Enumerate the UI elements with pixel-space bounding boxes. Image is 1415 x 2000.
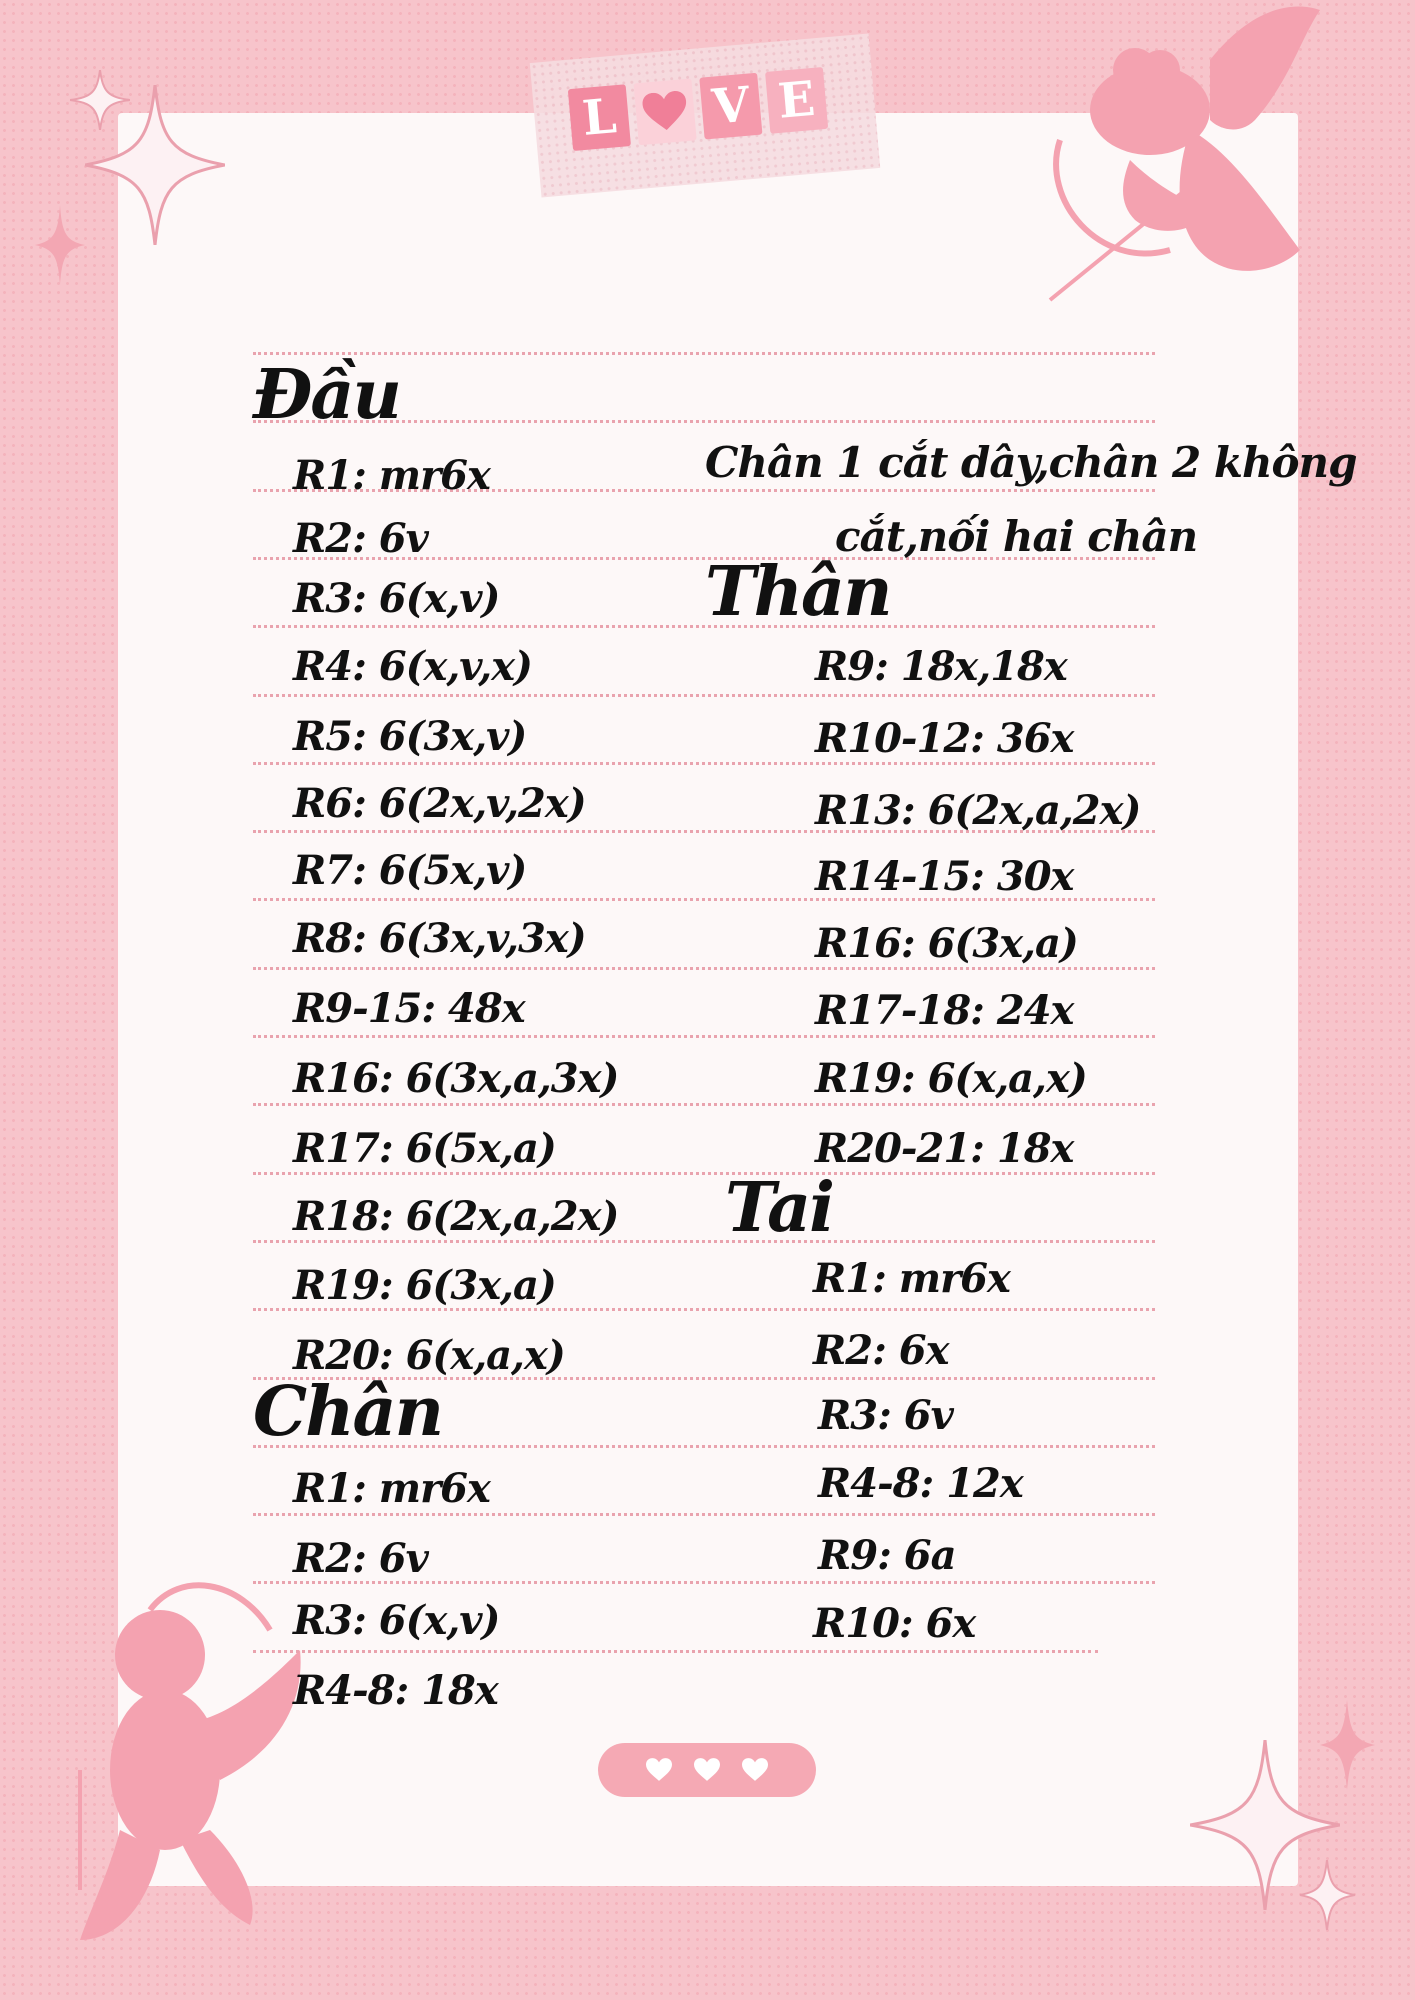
row-tai-r1: R1: mr6x [813,1255,1010,1302]
row-dau-r1: R1: mr6x [293,452,490,499]
love-letter: V [699,73,762,140]
love-letter: L [568,84,631,151]
ruled-line [253,1172,1155,1175]
ruled-line [253,625,1155,628]
row-than-r10-12: R10-12: 36x [815,715,1074,762]
row-dau-r17: R17: 6(5x,a) [293,1125,556,1172]
row-than-r17-18: R17-18: 24x [815,987,1074,1034]
row-tai-r4-8: R4-8: 12x [818,1460,1023,1507]
heading-than: Thân [705,552,891,632]
row-than-r19: R19: 6(x,a,x) [815,1055,1087,1102]
ruled-line [253,1513,1155,1516]
row-dau-r5: R5: 6(3x,v) [293,713,527,760]
row-dau-r3: R3: 6(x,v) [293,575,500,622]
note-line-2: cắt,nối hai chân [835,512,1198,561]
ruled-line [253,1650,1098,1653]
heart-icon [634,78,697,145]
row-dau-r19: R19: 6(3x,a) [293,1262,556,1309]
heart-icon [742,1758,768,1782]
sparkle-icon [85,85,225,245]
row-dau-r4: R4: 6(x,v,x) [293,643,532,690]
sparkle-icon [35,205,85,285]
row-chan-r2: R2: 6v [293,1535,428,1582]
row-dau-r18: R18: 6(2x,a,2x) [293,1193,619,1240]
row-chan-r4-8: R4-8: 18x [293,1667,498,1714]
row-dau-r2: R2: 6v [293,515,428,562]
heading-tai: Tai [725,1168,833,1248]
row-dau-r9-15: R9-15: 48x [293,985,525,1032]
sparkle-icon [1300,1860,1355,1930]
row-dau-r8: R8: 6(3x,v,3x) [293,915,586,962]
heart-pill [598,1743,816,1797]
ruled-line [253,1240,1155,1243]
note-line-1: Chân 1 cắt dây,chân 2 không [705,438,1357,487]
ruled-line [253,1103,1155,1106]
row-chan-r1: R1: mr6x [293,1465,490,1512]
row-tai-r9: R9: 6a [818,1532,956,1579]
ruled-line [253,967,1155,970]
row-than-r20-21: R20-21: 18x [815,1125,1074,1172]
heading-dau: Đầu [253,355,400,435]
love-letter: E [765,67,828,134]
row-than-r9: R9: 18x,18x [815,643,1067,690]
row-than-r13: R13: 6(2x,a,2x) [815,787,1141,834]
row-tai-r10: R10: 6x [813,1600,976,1647]
row-dau-r7: R7: 6(5x,v) [293,847,527,894]
row-tai-r3: R3: 6v [818,1392,953,1439]
heart-icon [646,1758,672,1782]
row-tai-r2: R2: 6x [813,1327,949,1374]
row-chan-r3: R3: 6(x,v) [293,1597,500,1644]
cupid-icon [50,1570,310,1950]
row-than-r14-15: R14-15: 30x [815,853,1074,900]
row-than-r16: R16: 6(3x,a) [815,920,1078,967]
row-dau-r16: R16: 6(3x,a,3x) [293,1055,619,1102]
heart-icon [694,1758,720,1782]
ruled-line [253,762,1155,765]
heading-chan: Chân [253,1372,443,1452]
cupid-icon [1040,0,1360,320]
row-dau-r6: R6: 6(2x,v,2x) [293,780,586,827]
ruled-line [253,1035,1155,1038]
row-dau-r20: R20: 6(x,a,x) [293,1332,565,1379]
ruled-line [253,694,1155,697]
sparkle-icon [1320,1700,1375,1790]
